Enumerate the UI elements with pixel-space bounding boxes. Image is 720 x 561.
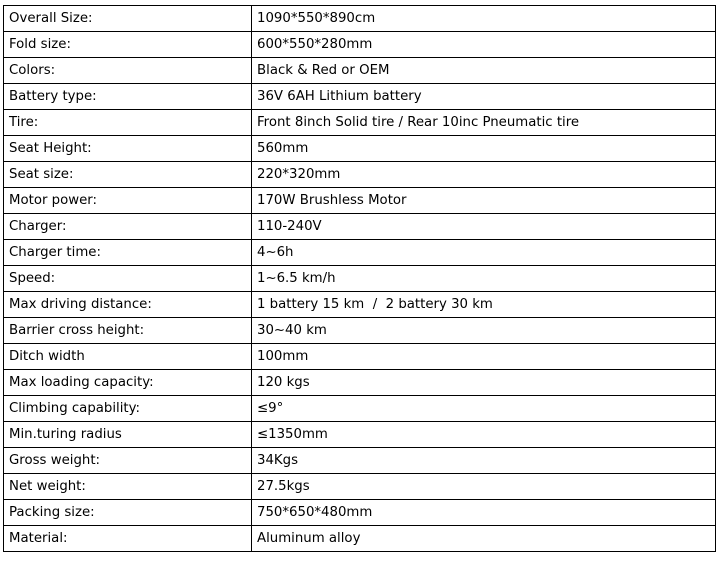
table-row (4, 188, 716, 214)
spec-label: Fold size: (4, 32, 252, 58)
table-row (4, 370, 716, 396)
spec-label: Colors: (4, 58, 252, 84)
spec-value: 560mm (252, 136, 716, 162)
table-row (4, 422, 716, 448)
spec-label: Packing size: (4, 500, 252, 526)
spec-label: Overall Size: (4, 6, 252, 32)
spec-value: 36V 6AH Lithium battery (252, 84, 716, 110)
spec-value: 1 battery 15 km / 2 battery 30 km (252, 292, 716, 318)
spec-value: ≤9° (252, 396, 716, 422)
spec-label: Material: (4, 526, 252, 552)
spec-value: 1~6.5 km/h (252, 266, 716, 292)
spec-label: Max driving distance: (4, 292, 252, 318)
table-row (4, 240, 716, 266)
table-row (4, 500, 716, 526)
table-row (4, 448, 716, 474)
table-row (4, 526, 716, 552)
spec-label: Motor power: (4, 188, 252, 214)
spec-value: 34Kgs (252, 448, 716, 474)
spec-value: Front 8inch Solid tire / Rear 10inc Pneumatic tire (252, 110, 716, 136)
spec-label: Climbing capability: (4, 396, 252, 422)
spec-label: Ditch width (4, 344, 252, 370)
spec-label: Battery type: (4, 84, 252, 110)
spec-label: Tire: (4, 110, 252, 136)
spec-value: Black & Red or OEM (252, 58, 716, 84)
table-row (4, 136, 716, 162)
spec-value: 170W Brushless Motor (252, 188, 716, 214)
table-row (4, 474, 716, 500)
spec-label: Max loading capacity: (4, 370, 252, 396)
table-row (4, 110, 716, 136)
spec-value: 220*320mm (252, 162, 716, 188)
table-row (4, 318, 716, 344)
spec-value: ≤1350mm (252, 422, 716, 448)
spec-label: Barrier cross height: (4, 318, 252, 344)
table-row (4, 32, 716, 58)
table-row (4, 344, 716, 370)
spec-table (3, 5, 716, 552)
spec-value: 120 kgs (252, 370, 716, 396)
spec-value: 110-240V (252, 214, 716, 240)
spec-label: Gross weight: (4, 448, 252, 474)
spec-value: 100mm (252, 344, 716, 370)
spec-value: 750*650*480mm (252, 500, 716, 526)
table-row (4, 162, 716, 188)
spec-value: 27.5kgs (252, 474, 716, 500)
table-row (4, 396, 716, 422)
spec-value: 600*550*280mm (252, 32, 716, 58)
table-row (4, 58, 716, 84)
spec-value: Aluminum alloy (252, 526, 716, 552)
spec-value: 4~6h (252, 240, 716, 266)
spec-label: Min.turing radius (4, 422, 252, 448)
table-row (4, 214, 716, 240)
spec-label: Charger time: (4, 240, 252, 266)
spec-label: Seat size: (4, 162, 252, 188)
spec-value: 30~40 km (252, 318, 716, 344)
table-row (4, 6, 716, 32)
table-row (4, 84, 716, 110)
spec-label: Seat Height: (4, 136, 252, 162)
table-row (4, 266, 716, 292)
spec-label: Charger: (4, 214, 252, 240)
spec-label: Net weight: (4, 474, 252, 500)
spec-value: 1090*550*890cm (252, 6, 716, 32)
spec-table-body (4, 6, 716, 552)
spec-label: Speed: (4, 266, 252, 292)
table-row (4, 292, 716, 318)
